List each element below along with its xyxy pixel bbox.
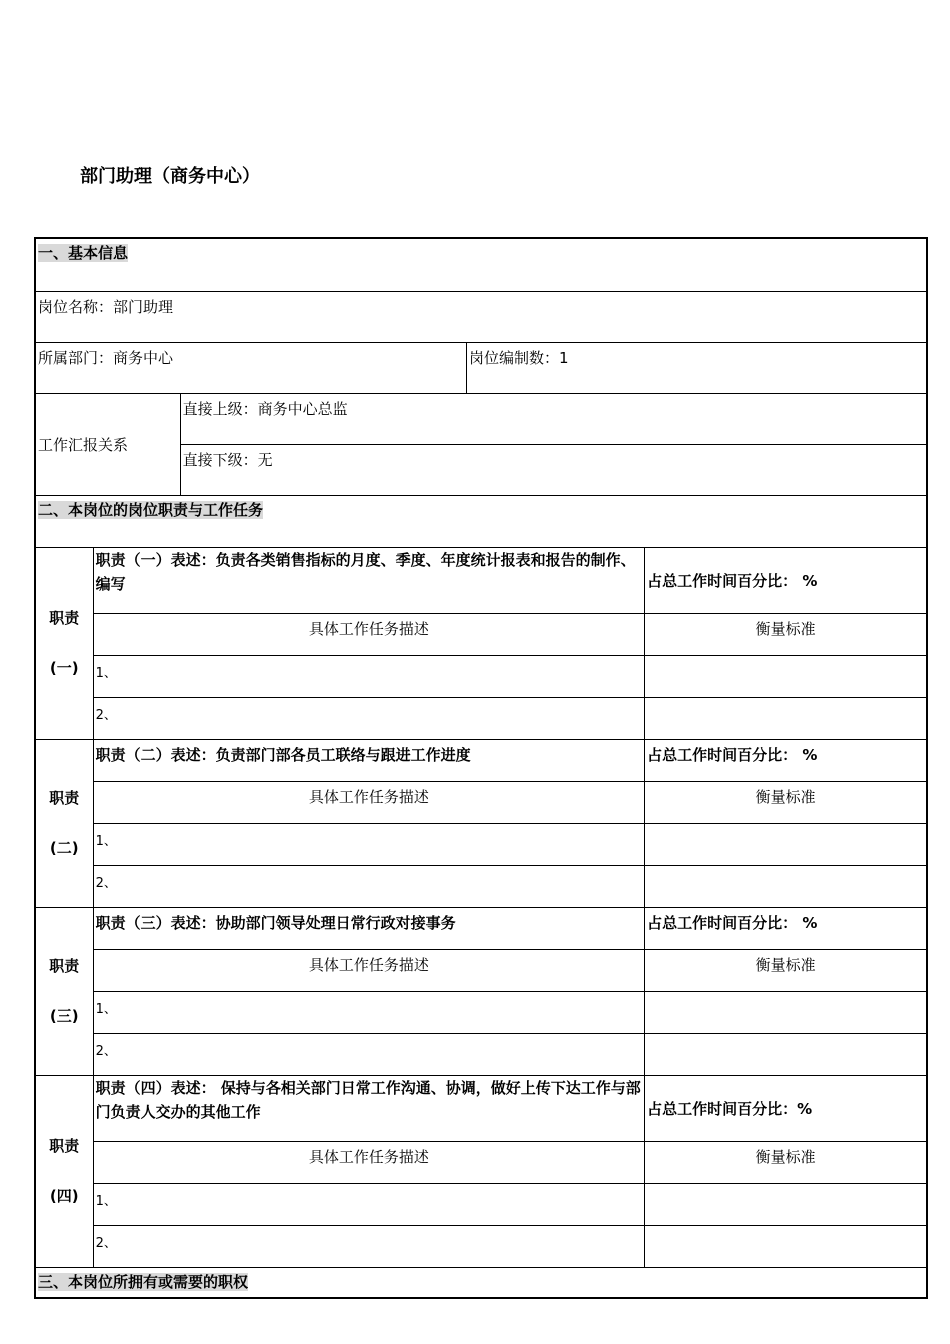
duty-4-standard-1 [645, 1183, 927, 1225]
section-heading-duties: 二、本岗位的岗位职责与工作任务 [38, 500, 264, 519]
duty-4-task-1: 1、 [93, 1183, 645, 1225]
measure-standard-header: 衡量标准 [645, 781, 927, 823]
duty-4-standard-2 [645, 1225, 927, 1267]
duty-3-task-2: 2、 [93, 1033, 645, 1075]
basic-info-header-row [35, 238, 927, 291]
position-name-row [35, 291, 927, 342]
duty-1-task-2: 2、 [93, 697, 645, 739]
headcount: 岗位编制数：1 [466, 342, 927, 393]
duty-3-time-percent: 占总工作时间百分比： % [645, 907, 927, 949]
direct-subordinate: 直接下级：无 [180, 444, 927, 495]
department: 所属部门：商务中心 [35, 342, 466, 393]
duty-3-task-row [35, 1033, 927, 1075]
duty-2-label: 职责 (二) [35, 739, 93, 907]
duty-1-task-row [35, 697, 927, 739]
duty-3-desc-row [35, 907, 927, 949]
duty-4-header-row [35, 1141, 927, 1183]
duty-2-description: 职责（二）表述：负责部门部各员工联络与跟进工作进度 [93, 739, 645, 781]
duty-3-task-row [35, 991, 927, 1033]
duty-2-task-row [35, 823, 927, 865]
department-row [35, 342, 927, 393]
duty-1-description: 职责（一）表述：负责各类销售指标的月度、季度、年度统计报表和报告的制作、编写 [93, 547, 645, 613]
duties-header-row [35, 495, 927, 547]
duty-3-standard-1 [645, 991, 927, 1033]
duty-1-task-row [35, 655, 927, 697]
duty-3-header-row [35, 949, 927, 991]
section-heading-authority: 三、本岗位所拥有或需要的职权 [38, 1272, 249, 1291]
page-title: 部门助理（商务中心） [80, 166, 260, 187]
section-heading-basic: 一、基本信息 [38, 244, 129, 262]
duty-2-standard-1 [645, 823, 927, 865]
task-description-header: 具体工作任务描述 [93, 781, 645, 823]
duty-4-time-percent: 占总工作时间百分比：% [645, 1075, 927, 1141]
duty-4-task-2: 2、 [93, 1225, 645, 1267]
duty-1-desc-row [35, 547, 927, 613]
duty-1-task-1: 1、 [93, 655, 645, 697]
duty-2-header-row [35, 781, 927, 823]
position-name: 岗位名称：部门助理 [35, 291, 927, 342]
measure-standard-header: 衡量标准 [645, 1141, 927, 1183]
direct-superior: 直接上级：商务中心总监 [180, 393, 927, 444]
measure-standard-header: 衡量标准 [645, 613, 927, 655]
duty-1-time-percent: 占总工作时间百分比： % [645, 547, 927, 613]
superior-row [35, 393, 927, 444]
duty-2-task-1: 1、 [93, 823, 645, 865]
duty-4-task-row [35, 1225, 927, 1267]
duty-2-desc-row [35, 739, 927, 781]
duty-3-description: 职责（三）表述：协助部门领导处理日常行政对接事务 [93, 907, 645, 949]
duty-2-standard-2 [645, 865, 927, 907]
duty-2-time-percent: 占总工作时间百分比： % [645, 739, 927, 781]
task-description-header: 具体工作任务描述 [93, 613, 645, 655]
report-relation-label: 工作汇报关系 [35, 393, 180, 495]
duty-4-description: 职责（四）表述： 保持与各相关部门日常工作沟通、协调，做好上传下达工作与部门负责人交办的其他工作 [93, 1075, 645, 1141]
duty-4-desc-row [35, 1075, 927, 1141]
duty-3-standard-2 [645, 1033, 927, 1075]
duty-4-label: 职责 (四) [35, 1075, 93, 1267]
duty-1-standard-1 [645, 655, 927, 697]
duty-1-label: 职责 (一) [35, 547, 93, 739]
job-description-table [34, 237, 928, 1299]
authority-header-row [35, 1267, 927, 1298]
duty-4-task-row [35, 1183, 927, 1225]
measure-standard-header: 衡量标准 [645, 949, 927, 991]
task-description-header: 具体工作任务描述 [93, 1141, 645, 1183]
duty-3-label: 职责 (三) [35, 907, 93, 1075]
duty-2-task-row [35, 865, 927, 907]
duty-3-task-1: 1、 [93, 991, 645, 1033]
task-description-header: 具体工作任务描述 [93, 949, 645, 991]
duty-2-task-2: 2、 [93, 865, 645, 907]
duty-1-header-row [35, 613, 927, 655]
duty-1-standard-2 [645, 697, 927, 739]
